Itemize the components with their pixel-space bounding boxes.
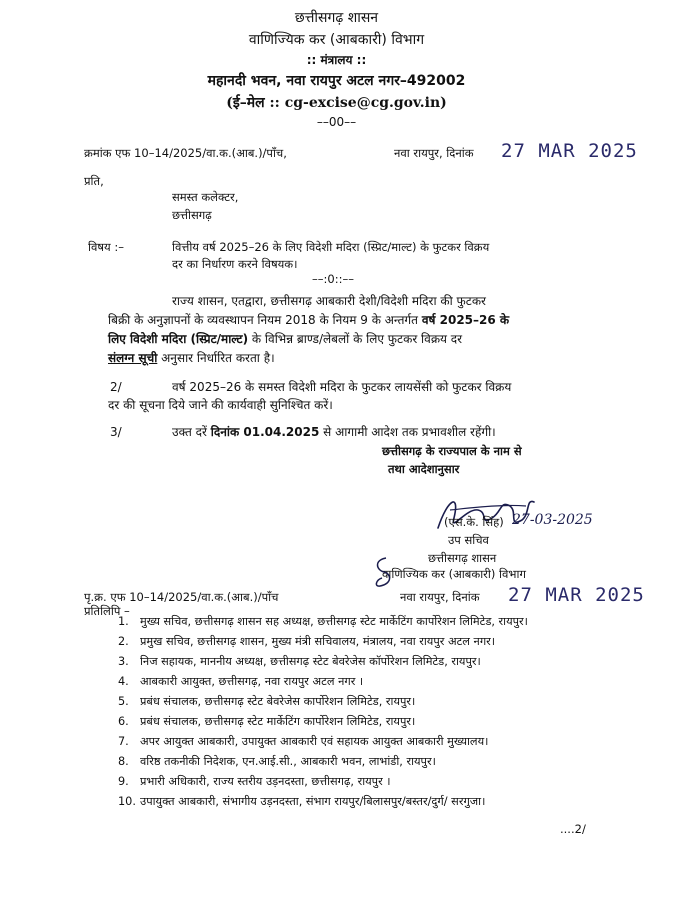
signatory-name: (एस.के. सिंह) xyxy=(444,515,504,529)
subject-divider: ––:0::–– xyxy=(312,272,354,286)
header-ministry: :: मंत्रालय :: xyxy=(306,53,367,67)
header-email: (ई–मेल :: cg-excise@cg.gov.in) xyxy=(226,95,447,111)
para1-year: वर्ष 2025–26 के xyxy=(421,313,510,327)
para1-line2 xyxy=(108,311,509,330)
addressee-state: छत्तीसगढ़ xyxy=(172,208,212,222)
letter-number: क्रमांक एफ 10–14/2025/वा.क.(आब.)/पाँच, xyxy=(84,146,287,160)
list-item: 6. प्रबंध संचालक, छत्तीसगढ़ स्टेट मार्केटिंग कार्पोरेशन लिमिटेड, रायपुर। xyxy=(118,715,416,728)
header-divider: ––00–– xyxy=(316,115,357,129)
signatory-designation: उप सचिव xyxy=(448,533,489,547)
addressee-collector: समस्त कलेक्टर, xyxy=(172,190,239,204)
para2-line2: दर की सूचना दिये जाने की कार्यवाही सुनिश्चित करें। xyxy=(108,398,333,412)
list-item: 9. प्रभारी अधिकारी, राज्य स्तरीय उड़नदस्ता, छत्तीसगढ़, रायपुर । xyxy=(118,775,391,788)
signatory-org2: वाणिज्यिक कर (आबकारी) विभाग xyxy=(382,567,526,581)
para1-line3-text: के विभिन्न ब्राण्ड/लेबलों के लिए फुटकर विक्रय दर xyxy=(248,332,463,346)
endorsement-place-date: नवा रायपुर, दिनांक xyxy=(400,590,480,604)
para3-text-c: से आगामी आदेश तक प्रभावशील रहेंगी। xyxy=(319,425,496,439)
para3-line xyxy=(172,423,496,442)
para1-attached-list: संलग्न सूची xyxy=(108,351,158,365)
list-item: 8. वरिष्ठ तकनीकी निदेशक, एन.आई.सी., आबकारी भवन, लाभांडी, रायपुर। xyxy=(118,755,436,768)
header-address: महानदी भवन, नवा रायपुर अटल नगर–492002 xyxy=(207,73,466,89)
list-item: 7. अपर आयुक्त आबकारी, उपायुक्त आबकारी एवं सहायक आयुक्त आबकारी मुख्यालय। xyxy=(118,735,489,748)
place-date-label: नवा रायपुर, दिनांक xyxy=(394,146,474,160)
para3-effective-date: दिनांक 01.04.2025 xyxy=(210,425,320,439)
order-line1: छत्तीसगढ़ के राज्यपाल के नाम से xyxy=(382,444,522,458)
list-item: 5. प्रबंध संचालक, छत्तीसगढ़ स्टेट बेवरेजेस कार्पोरेशन लिमिटेड, रायपुर। xyxy=(118,695,416,708)
para1-line4 xyxy=(108,349,275,368)
addressee-prati: प्रति, xyxy=(84,174,104,188)
para3-number: 3/ xyxy=(110,425,122,439)
endorsement-date-stamp: 27 MAR 2025 xyxy=(508,584,645,606)
para1-line2-text: बिक्री के अनुज्ञापनों के व्यवस्थापन नियम 2018 के नियम 9 के अन्तर्गत xyxy=(108,313,422,327)
para2-number: 2/ xyxy=(110,380,122,394)
copy-label: प्रतिलिपि – xyxy=(84,604,130,618)
order-line2: तथा आदेशानुसार xyxy=(388,462,460,476)
header-department: वाणिज्यिक कर (आबकारी) विभाग xyxy=(248,32,425,48)
para1-line1: राज्य शासन, एतद्वारा, छत्तीसगढ़ आबकारी देशी/विदेशी मदिरा की फुटकर xyxy=(172,294,486,308)
signatory-org1: छत्तीसगढ़ शासन xyxy=(428,551,497,565)
list-item: 3. निज सहायक, माननीय अध्यक्ष, छत्तीसगढ़ स्टेट बेवरेजेस कॉर्पोरेशन लिमिटेड, रायपुर। xyxy=(118,655,481,668)
subject-line1: वित्तीय वर्ष 2025–26 के लिए विदेशी मदिरा (स्प्रिट/माल्ट) के फुटकर विक्रय xyxy=(172,240,490,254)
list-item: 1. मुख्य सचिव, छत्तीसगढ़ शासन सह अध्यक्ष, छत्तीसगढ़ स्टेट मार्केटिंग कार्पोरेशन लिमिटेड, रायपुर। xyxy=(118,615,528,628)
date-stamp: 27 MAR 2025 xyxy=(501,140,638,162)
para1-line3 xyxy=(108,330,462,349)
para2-line1: वर्ष 2025–26 के समस्त विदेशी मदिरा के फुटकर लायसेंसी को फुटकर विक्रय xyxy=(172,380,512,394)
para3-text-a: उक्त दरें xyxy=(172,425,211,439)
list-item: 4. आबकारी आयुक्त, छत्तीसगढ़, नवा रायपुर अटल नगर । xyxy=(118,675,364,688)
page-continuation: ....2/ xyxy=(560,822,586,836)
para1-foreign-liquor: लिए विदेशी मदिरा (स्प्रिट/माल्ट) xyxy=(108,332,249,346)
list-item: 2. प्रमुख सचिव, छत्तीसगढ़ शासन, मुख्य मंत्री सचिवालय, मंत्रालय, नवा रायपुर अटल नगर। xyxy=(118,635,496,648)
header-government: छत्तीसगढ़ शासन xyxy=(294,10,379,26)
copy-list xyxy=(118,614,608,814)
initial-mark xyxy=(372,554,396,590)
list-item: 10. उपायुक्त आबकारी, संभागीय उड़नदस्ता, संभाग रायपुर/बिलासपुर/बस्तर/दुर्ग/ सरगुजा। xyxy=(118,795,486,808)
endorsement-number: पृ.क्र. एफ 10–14/2025/वा.क.(आब.)/पाँच xyxy=(84,590,279,604)
signature-date: 27-03-2025 xyxy=(512,512,593,528)
subject-line2: दर का निर्धारण करने विषयक। xyxy=(172,257,298,271)
subject-label: विषय :– xyxy=(88,240,124,254)
para1-line4-text: अनुसार निर्धारित करता है। xyxy=(157,351,275,365)
